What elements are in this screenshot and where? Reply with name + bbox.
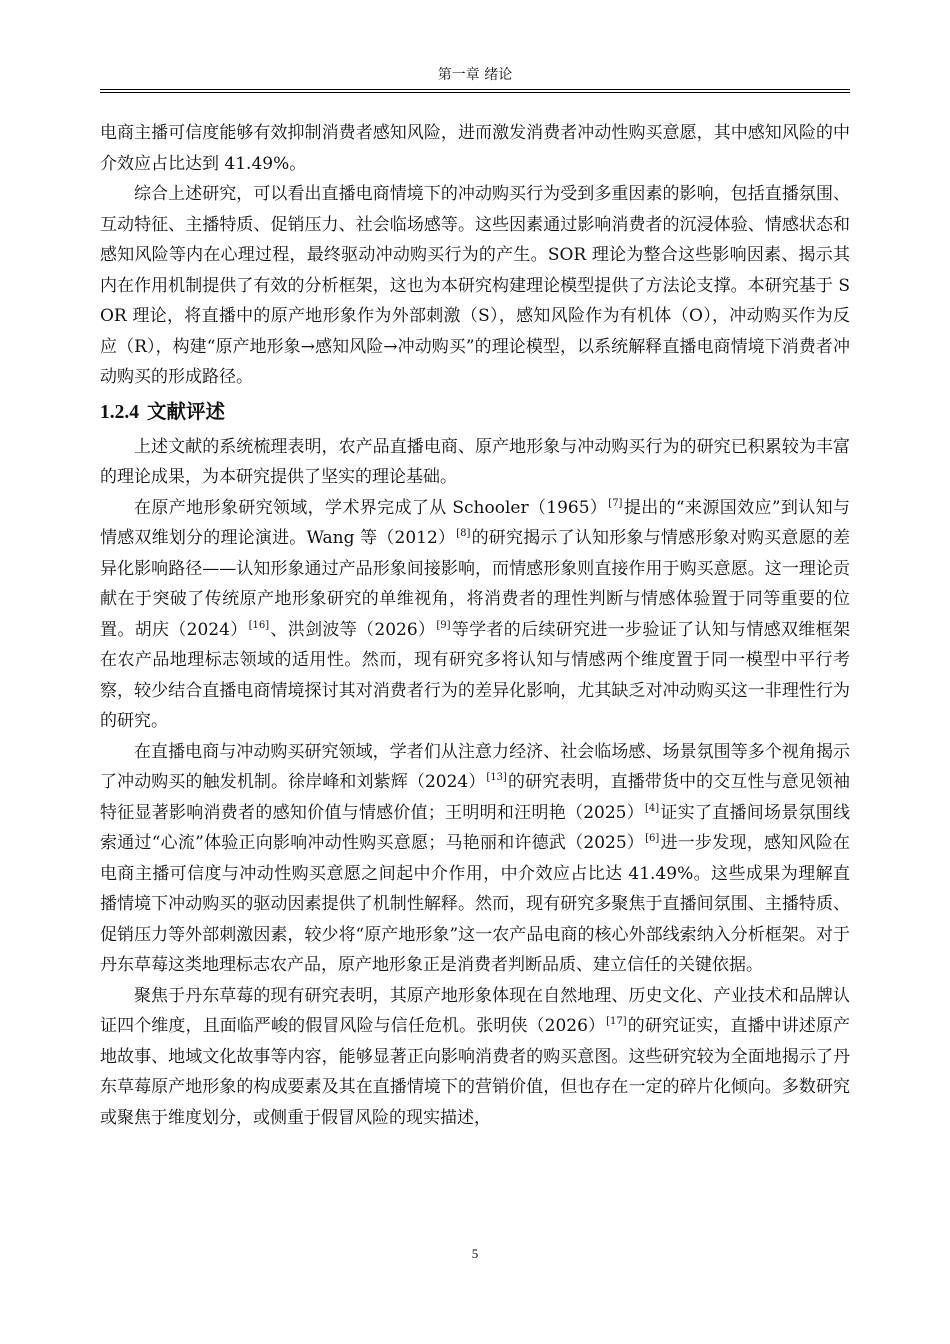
paragraph-overview: 上述文献的系统梳理表明，农产品直播电商、原产地形象与冲动购买行为的研究已积累较为丰富的理论成果，为本研究提供了坚实的理论基础。 (100, 436, 850, 487)
citation: [17] (606, 1016, 627, 1027)
paragraph-origin-image (100, 493, 850, 737)
paragraph-dandong (100, 981, 850, 1134)
header-rule-thick (100, 92, 850, 93)
paragraph-livestream (100, 737, 850, 981)
citation: [6] (645, 833, 660, 844)
page-number: 5 (471, 1246, 479, 1261)
citation: [8] (456, 528, 471, 539)
section-number: 1.2.4 (100, 401, 139, 423)
paragraph-continuation: 电商主播可信度能够有效抑制消费者感知风险，进而激发消费者冲动性购买意愿，其中感知风险的中介效应占比达到 41.49%。 (100, 123, 850, 174)
running-header: 第一章 绪论 (437, 67, 513, 83)
section-title: 文献评述 (147, 399, 226, 423)
paragraph-text: 进一步发现，感知风险在电商主播可信度与冲动性购买意愿之间起中介作用，中介效应占比达 41.49%。这些成果为理解直播情境下冲动购买的驱动因素提供了机制性解释。然而，现有研究多聚焦于直播间氛围、主播特质、促销压力等外部刺激因素，较少将“原产地形象”这一农产品电商的核心外部线索纳入分析框架。对于丹东草莓这类地理标志农产品，原产地形象正是消费者判断品质、建立信任的关键依据。 (100, 833, 850, 975)
paragraph-text: 的研究揭示了认知形象与情感形象对购买意愿的差异化影响路径——认知形象通过产品形象间接影响，而情感形象则直接作用于购买意愿。这一理论贡献在于突破了传统原产地形象研究的单维视角，将消费者的理性判断与情感体验置于同等重要的位置。胡庆（2024） (100, 528, 850, 640)
section-heading (100, 393, 850, 432)
paragraph-text: 、洪剑波等（2026） (270, 619, 436, 640)
citation: [4] (645, 802, 660, 814)
citation: [7] (608, 497, 623, 509)
citation: [16] (248, 619, 270, 631)
paragraph-text: 在原产地形象研究领域，学术界完成了从 Schooler（1965） (134, 497, 608, 518)
citation: [13] (486, 772, 507, 783)
paragraph-text: 证实了直播间场景氛围线索通过“心流”体验正向影响冲动性购买意愿；马艳丽和许德武（2025） (100, 802, 851, 853)
paragraph-text: 等学者的后续研究进一步验证了认知与情感双维框架在农产品地理标志领域的适用性。然而，现有研究多将认知与情感两个维度置于同一模型中平行考察，较少结合直播电商情境探讨其对消费者行为的差异化影响，尤其缺乏对冲动购买这一非理性行为的研究。 (100, 619, 851, 731)
paragraph-text: 聚焦于丹东草莓的现有研究表明，其原产地形象体现在自然地理、历史文化、产业技术和品牌认证四个维度，且面临严峻的假冒风险与信任危机。张明侠（2026） (100, 985, 850, 1036)
paragraph-text: 提出的“来源国效应”到认知与情感双维划分的理论演进。Wang 等（2012） (100, 497, 850, 548)
paragraph-text: 在直播电商与冲动购买研究领域，学者们从注意力经济、社会临场感、场景氛围等多个视角揭示了冲动购买的触发机制。徐岸峰和刘紫辉（2024） (100, 741, 850, 792)
paragraph-text: 的研究证实，直播中讲述原产地故事、地域文化故事等内容，能够显著正向影响消费者的购买意图。这些研究较为全面地揭示了丹东草莓原产地形象的构成要素及其在直播情境下的营销价值，但也存在一定的碎片化倾向。多数研究或聚焦于维度划分，或侧重于假冒风险的现实描述， (100, 1016, 851, 1128)
header-rule (100, 89, 850, 90)
paragraph-summary: 综合上述研究，可以看出直播电商情境下的冲动购买行为受到多重因素的影响，包括直播氛围、互动特征、主播特质、促销压力、社会临场感等。这些因素通过影响消费者的沉浸体验、情感状态和感知风险等内在心理过程，最终驱动冲动购买行为的产生。SOR 理论为整合这些影响因素、揭示其内在作用机制提供了有效的分析框架，这也为本研究构建理论模型提供了方法论支撑。本研究基于 SOR 理论，将直播中的原产地形象作为外部刺激（S），感知风险作为有机体（O），冲动购买作为反应（R），构建“原产地形象→感知风险→冲动购买”的理论模型，以系统解释直播电商情境下消费者冲动购买的形成路径。 (100, 184, 850, 387)
paragraph-text: 的研究表明，直播带货中的交互性与意见领袖特征显著影响消费者的感知价值与情感价值；王明明和汪明艳（2025） (100, 772, 851, 823)
citation: [9] (436, 619, 451, 631)
document-body (100, 118, 850, 1133)
